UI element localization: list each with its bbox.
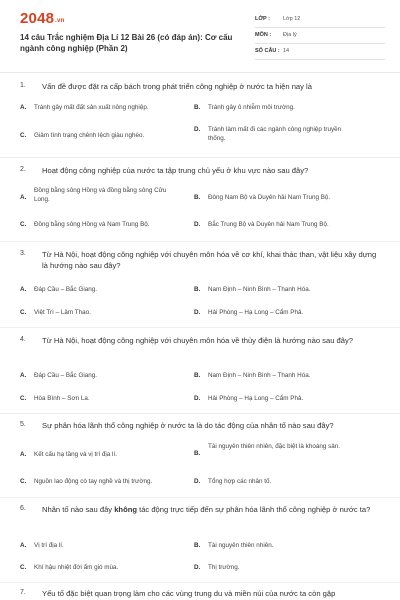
- option-key: D.: [194, 126, 201, 133]
- question-separator: [0, 157, 400, 158]
- meta-value: 14: [283, 48, 290, 54]
- option-key: D.: [194, 564, 201, 571]
- question-text: Sự phân hóa lãnh thổ công nghiệp ở nước ta là do tác động của nhân tố nào sau đây?: [42, 421, 334, 430]
- question-text: Từ Hà Nội, hoạt động công nghiệp với chuyên môn hóa về thủy điện là hướng nào sau đây?: [42, 336, 353, 345]
- question-text: Hoạt động công nghiệp của nước ta tập trung chủ yếu ở khu vực nào sau đây?: [42, 166, 309, 175]
- option-key: A.: [20, 194, 27, 201]
- option-text: Hải Phòng – Hạ Long – Cẩm Phả.: [208, 309, 304, 316]
- question-number: 3.: [20, 250, 26, 257]
- question-number: 5.: [20, 421, 26, 428]
- option-key: C.: [20, 309, 27, 316]
- question-text-before: Nhân tố nào sau đây: [42, 505, 115, 514]
- option-key: C.: [20, 478, 27, 485]
- option-text: Nguồn lao động có tay nghề và thị trường.: [34, 478, 153, 485]
- option-key: A.: [20, 286, 27, 293]
- meta-row-class: [255, 12, 385, 28]
- question-7: [20, 589, 385, 600]
- page-title: 14 câu Trắc nghiệm Địa Lí 12 Bài 26 (có đáp án): Cơ cấu ngành công nghiệp (Phần 2): [20, 33, 233, 53]
- question-number: 7.: [20, 589, 26, 596]
- question-text: Từ Hà Nội, hoạt động công nghiệp với chuyên môn hóa về cơ khí, khai thác than, vật liệu xây dựng là hướng nào sau đây?: [42, 250, 377, 270]
- option-key: B.: [194, 194, 201, 201]
- option-text: Bắc Trung Bộ và Duyên hải Nam Trung Bộ.: [208, 221, 329, 228]
- question-number: 6.: [20, 505, 26, 512]
- meta-label: SỐ CÂU :: [255, 48, 280, 54]
- question-separator: [0, 327, 400, 328]
- option-text: Giảm tình trạng chênh lệch giàu nghèo.: [34, 132, 145, 139]
- question-text: Yếu tố đặc biệt quan trọng làm cho các vùng trung du và miền núi của nước ta còn gặp: [42, 589, 336, 598]
- question-text: [42, 505, 382, 516]
- option-key: B.: [194, 542, 201, 549]
- option-key: A.: [20, 372, 27, 379]
- option-text: Tránh làm mất đi các ngành công nghiệp truyền thống.: [208, 126, 342, 142]
- option-text: Thị trường.: [208, 564, 240, 571]
- option-key: D.: [194, 478, 201, 485]
- option-text: Khí hậu nhiệt đới ẩm gió mùa.: [34, 564, 119, 571]
- option-text: Tài nguyên thiên nhiên, đặc biệt là khoáng sản.: [208, 443, 340, 450]
- question-separator: [0, 241, 400, 242]
- option-key: D.: [194, 395, 201, 402]
- meta-row-count: [255, 44, 385, 60]
- meta-label: MÔN :: [255, 32, 272, 38]
- option-text: Nam Định – Ninh Bình – Thanh Hóa.: [208, 372, 311, 379]
- question-separator: [0, 413, 400, 414]
- option-text: Nam Định – Ninh Bình – Thanh Hóa.: [208, 286, 311, 293]
- meta-panel: [255, 12, 385, 60]
- option-key: A.: [20, 104, 27, 111]
- logo-text: 2048: [20, 10, 55, 27]
- option-text: Tránh gây mất đất sản xuất nông nghiệp.: [34, 104, 149, 111]
- option-key: B.: [194, 372, 201, 379]
- site-logo[interactable]: [20, 10, 64, 27]
- option-text: Đồng bằng sông Hồng và Nam Trung Bộ.: [34, 221, 150, 228]
- option-text: Tránh gây ô nhiễm môi trường.: [208, 104, 295, 111]
- option-key: C.: [20, 221, 27, 228]
- option-key: D.: [194, 309, 201, 316]
- option-key: A.: [20, 451, 27, 458]
- option-key: C.: [20, 564, 27, 571]
- option-key: C.: [20, 395, 27, 402]
- option-text: Đáp Cầu – Bắc Giang.: [34, 372, 98, 379]
- option-key: B.: [194, 104, 201, 111]
- question-text-after: tác động trực tiếp đến sự phân hóa lãnh thổ công nghiệp ở nước ta?: [136, 505, 371, 514]
- option-text: Kết cấu hạ tầng và vị trí địa lí.: [34, 451, 117, 458]
- option-text: Tổng hợp các nhân tố.: [208, 478, 272, 485]
- option-text: Hải Phòng – Hạ Long – Cẩm Phả.: [208, 395, 304, 402]
- option-text: Đáp Cầu – Bắc Giang.: [34, 286, 98, 293]
- meta-row-subject: [255, 28, 385, 44]
- option-key: B.: [194, 286, 201, 293]
- option-text: Hòa Bình – Sơn La.: [34, 395, 90, 402]
- header: [0, 0, 400, 72]
- option-text: Việt Trì – Lâm Thao.: [34, 309, 91, 316]
- option-text: Đồng bằng sông Hồng và đồng bằng sông Cửu Long.: [34, 187, 167, 203]
- question-number: 4.: [20, 336, 26, 343]
- meta-value[interactable]: Địa lý: [283, 32, 297, 38]
- question-separator: [0, 497, 400, 498]
- question-separator: [0, 582, 400, 583]
- question-text-emphasis: không: [114, 505, 137, 514]
- option-key: B.: [194, 450, 201, 457]
- option-text: Đông Nam Bộ và Duyên hải Nam Trung Bộ.: [208, 194, 331, 201]
- question-number: 1.: [20, 82, 26, 89]
- logo-tld: .vn: [55, 18, 65, 24]
- option-key: C.: [20, 132, 27, 139]
- question-text: Vấn đề được đặt ra cấp bách trong phát triển công nghiệp ở nước ta hiện nay là: [42, 82, 312, 91]
- meta-label: LỚP :: [255, 16, 270, 22]
- option-text: Tài nguyên thiên nhiên.: [208, 542, 274, 549]
- option-key: D.: [194, 221, 201, 228]
- question-number: 2.: [20, 166, 26, 173]
- meta-value[interactable]: Lớp 12: [283, 16, 301, 22]
- option-text: Vị trí địa lí.: [34, 542, 64, 549]
- option-key: A.: [20, 542, 27, 549]
- header-divider: [0, 72, 400, 73]
